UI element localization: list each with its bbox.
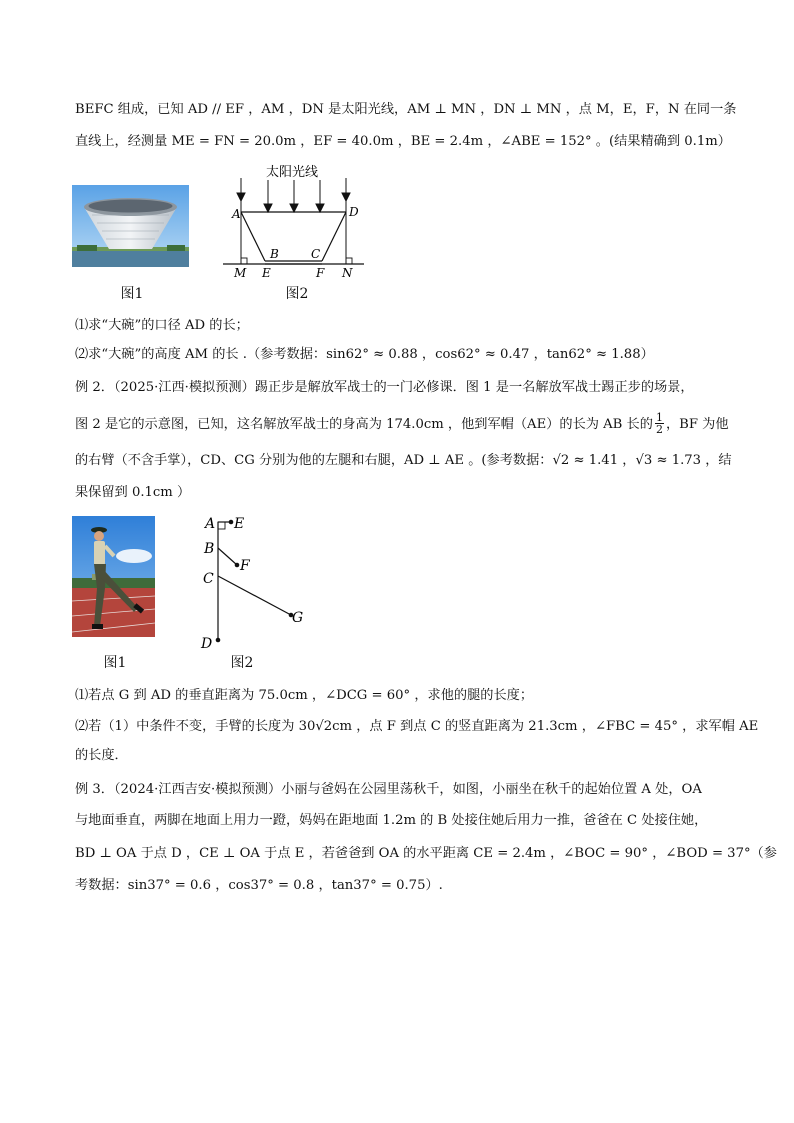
label-D: D [349, 205, 359, 219]
soldier-leg-diagram [195, 510, 315, 655]
example2-text-line-4: 果保留到 0.1cm ） [75, 485, 191, 500]
bowl-building-photo [72, 185, 189, 267]
label-G: G [292, 610, 304, 626]
label-B: B [270, 247, 279, 261]
label-C: C [203, 571, 214, 587]
sunlight-label: 太阳光线 [266, 165, 319, 180]
fraction-one-half [655, 412, 664, 435]
example3-text-line-2: 与地面垂直，两脚在地面上用力一蹬，妈妈在距地面 1.2m 的 B 处接住她后用力一推，爸爸在 C 处接住她， [75, 813, 708, 828]
figure1-photo-caption: 图1 [120, 286, 144, 302]
label-E: E [262, 266, 271, 280]
example2-question-2: ⑵若（1）中条件不变，手臂的长度为 30√2cm ，点 F 到点 C 的竖直距离为 21.3cm ，∠FBC = 45° ，求军帽 AE [75, 719, 759, 734]
example3-text-line-1: 例 3．（2024·江西吉安·模拟预测）小丽与爸妈在公园里荡秋千，如图，小丽坐在秋千的起始位置 A 处，OA [75, 782, 702, 797]
example2-question-1: ⑴若点 G 到 AD 的垂直距离为 75.0cm ，∠DCG = 60° ，求他的腿的长度； [75, 688, 534, 703]
sunlight-bowl-diagram [220, 160, 370, 280]
example2-text-line-3: 的右臂（不含手掌），CD、CG 分别为他的左腿和右腿，AD ⊥ AE 。(参考数据：√2 ≈ 1.41 ，√3 ≈ 1.73 ，结 [75, 453, 732, 468]
label-M: M [234, 266, 247, 280]
label-A: A [205, 516, 216, 532]
example2-line2-part-a: 图 2 是它的示意图，已知，这名解放军战士的身高为 174.0cm ，他到军帽（AE）的长为 AB 长的 [75, 417, 653, 432]
example2-text-line-2 [75, 413, 735, 436]
label-C: C [311, 247, 321, 261]
example2-question-2-cont: 的长度． [75, 748, 128, 763]
problem1-text-line-2: 直线上，经测量 ME = FN = 20.0m ，EF = 40.0m ，BE = 2.4m ，∠ABE = 152° 。(结果精确到 0.1m） [75, 134, 731, 149]
label-F: F [316, 266, 325, 280]
label-F: F [240, 558, 250, 574]
label-N: N [342, 266, 353, 280]
example3-text-line-3: BD ⊥ OA 于点 D ，CE ⊥ OA 于点 E ，若爸爸到 OA 的水平距离 CE = 2.4m ，∠BOC = 90° ，∠BOD = 37°（参 [75, 846, 777, 861]
figure2-diagram-caption: 图2 [230, 655, 254, 671]
fraction-numerator: 1 [655, 411, 663, 424]
example2-line2-part-b: ，BF 为他 [665, 417, 729, 432]
label-E: E [234, 516, 245, 532]
label-B: B [204, 541, 215, 557]
label-A: A [232, 207, 241, 221]
example2-text-line-1: 例 2．（2025·江西·模拟预测）踢正步是解放军战士的一门必修课．图 1 是一名解放军战士踢正步的场景， [75, 380, 694, 395]
example3-text-line-4: 考数据：sin37° = 0.6 ，cos37° = 0.8 ，tan37° = 0.75）. [75, 878, 443, 893]
soldier-marching-photo [72, 516, 155, 637]
fraction-denominator: 2 [655, 423, 663, 436]
problem1-question-1: ⑴求“大碗”的口径 AD 的长； [75, 318, 249, 333]
problem1-question-2: ⑵求“大碗”的高度 AM 的长 .（参考数据：sin62° ≈ 0.88 ，cos62° ≈ 0.47 ，tan62° ≈ 1.88） [75, 347, 654, 362]
figure1-diagram-caption: 图2 [285, 286, 309, 302]
problem1-text-line-1: BEFC 组成，已知 AD // EF ，AM ，DN 是太阳光线，AM ⊥ MN ，DN ⊥ MN ，点 M，E，F，N 在同一条 [75, 102, 737, 117]
figure2-photo-caption: 图1 [103, 655, 127, 671]
label-D: D [201, 636, 213, 652]
